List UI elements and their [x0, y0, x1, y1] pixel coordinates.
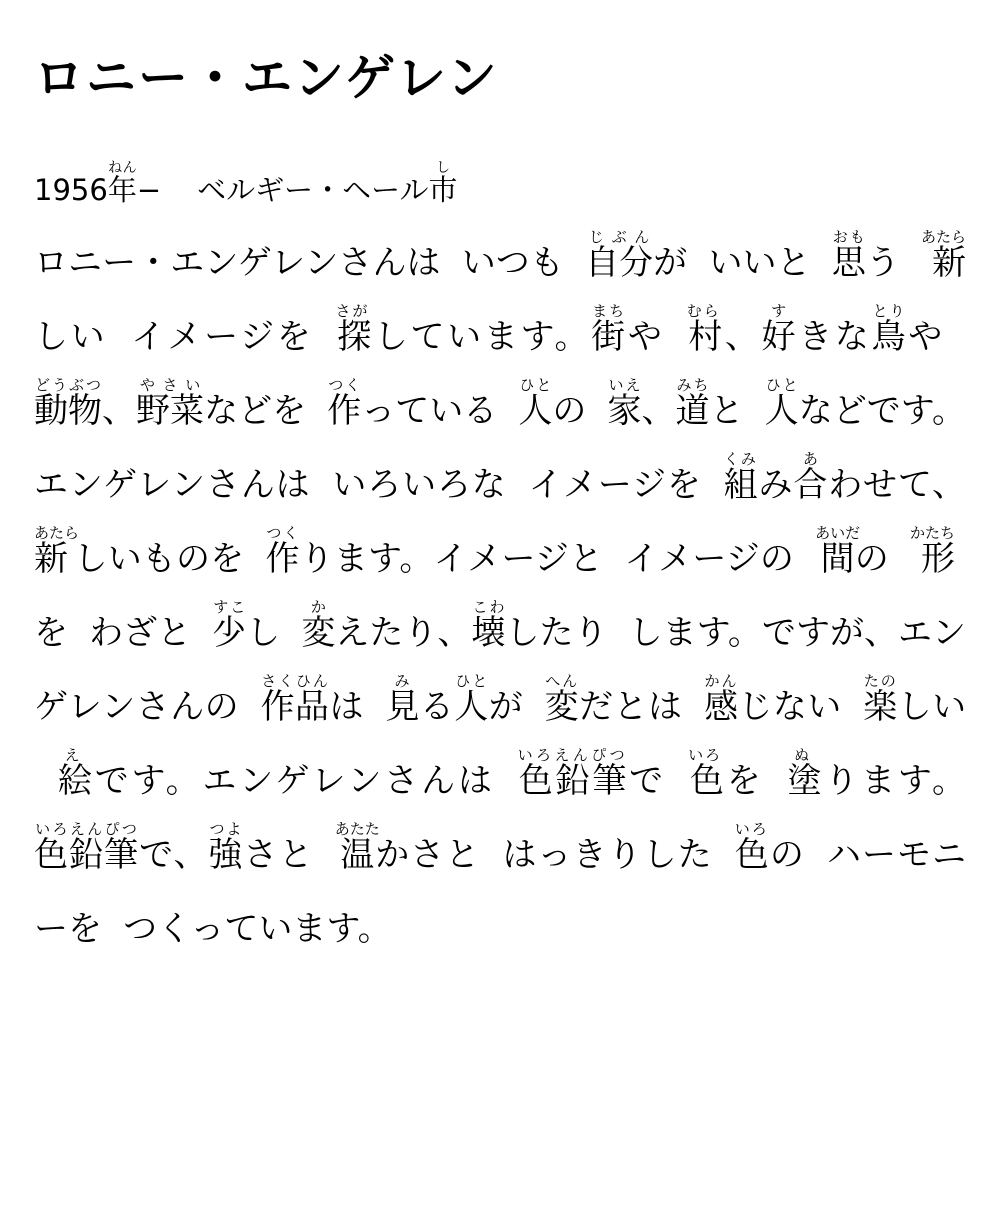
ruby-sukoshi: 少すこ: [212, 598, 247, 654]
ruby-iro1: 色いろ: [687, 746, 727, 802]
ruby-kumi: 組くみ: [722, 450, 759, 506]
ruby-sagasu: 探さが: [334, 302, 374, 358]
ruby-hito1: 人ひと: [518, 376, 553, 432]
ruby-omou: 思おも: [831, 228, 866, 284]
ruby-aida: 間あいだ: [815, 524, 861, 580]
ruby-kowasu: 壊こわ: [471, 598, 506, 654]
ruby-tsukuru2: 作つく: [265, 524, 300, 580]
subtitle-dash: −: [136, 173, 162, 207]
ruby-nuru: 塗ぬ: [784, 746, 825, 802]
ruby-iroenpitsu1: 色鉛筆いろえんぴつ: [515, 746, 630, 802]
ruby-hito3: 人ひと: [454, 672, 489, 728]
ruby-iroenpitsu2: 色鉛筆いろえんぴつ: [34, 820, 140, 876]
ruby-yasai: 野菜やさい: [136, 376, 205, 432]
ruby-iro2: 色いろ: [733, 820, 770, 876]
ruby-ie: 家いえ: [607, 376, 642, 432]
subtitle-place: ベルギー・ヘール: [197, 173, 429, 207]
ruby-miru: 見み: [384, 672, 420, 728]
ruby-tori: 鳥とり: [871, 302, 909, 358]
subtitle-year-kanji: 年ねん: [107, 160, 137, 207]
ruby-hito2: 人ひと: [764, 376, 799, 432]
ruby-atatakasa: 温あたた: [334, 820, 380, 876]
ruby-kanjiru: 感かん: [703, 672, 739, 728]
ruby-atarashii: 新あたら: [921, 228, 967, 284]
ruby-sakuhin: 作品さくひん: [260, 672, 330, 728]
ruby-kaeru: 変か: [301, 598, 336, 654]
subtitle-place-kanji: 市し: [428, 160, 458, 207]
ruby-suki: 好す: [761, 302, 799, 358]
ruby-tsuyosa: 強つよ: [208, 820, 244, 876]
subtitle-line: [34, 160, 966, 208]
ruby-katachi: 形かたち: [909, 524, 955, 580]
ruby-tanoshii: 楽たの: [862, 672, 898, 728]
ruby-mura: 村むら: [685, 302, 725, 358]
ruby-hen: 変へん: [544, 672, 580, 728]
ruby-tsukuru1: 作つく: [327, 376, 362, 432]
ruby-machi: 街まち: [591, 302, 628, 358]
subtitle-year: 1956: [34, 173, 108, 207]
ruby-jibun: 自分じぶん: [585, 228, 654, 284]
page-title: ロニー・エンゲレン: [34, 49, 499, 107]
ruby-doubutsu: 動物どうぶつ: [34, 376, 103, 432]
ruby-atarashii2: 新あたら: [34, 524, 80, 580]
ruby-awaseru: 合あ: [793, 450, 829, 506]
ruby-michi: 道みち: [675, 376, 710, 432]
body-paragraph: ロニー・エンゲレンさんは いつも 自分じぶんが いいと 思おもう 新あたらしい イメージを 探さがしています。街まちや 村むら、好すきな鳥とりや動物どうぶつ、野菜やさいなどを 作つくっている 人ひとの 家いえ、道みちと 人ひとなどです。エンゲレンさんは いろいろな イメージを 組くみみ合あわせて、新あたらしいものを 作つくります。イメージと イメージの 間あいだの 形かたちを わざと 少すこし 変かえたり、壊こわしたり します。ですが、エンゲレンさんの 作品さくひんは 見みる人ひとが 変へんだとは 感かんじない 楽たのしい絵えです。エンゲレンさんは 色鉛筆いろえんぴつで 色いろを 塗ぬります。色鉛筆いろえんぴつで、強つよさと 温あたたかさと はっきりした 色いろの ハーモニーを つくっています。: [34, 228, 967, 950]
ruby-e: 絵え: [55, 746, 95, 802]
